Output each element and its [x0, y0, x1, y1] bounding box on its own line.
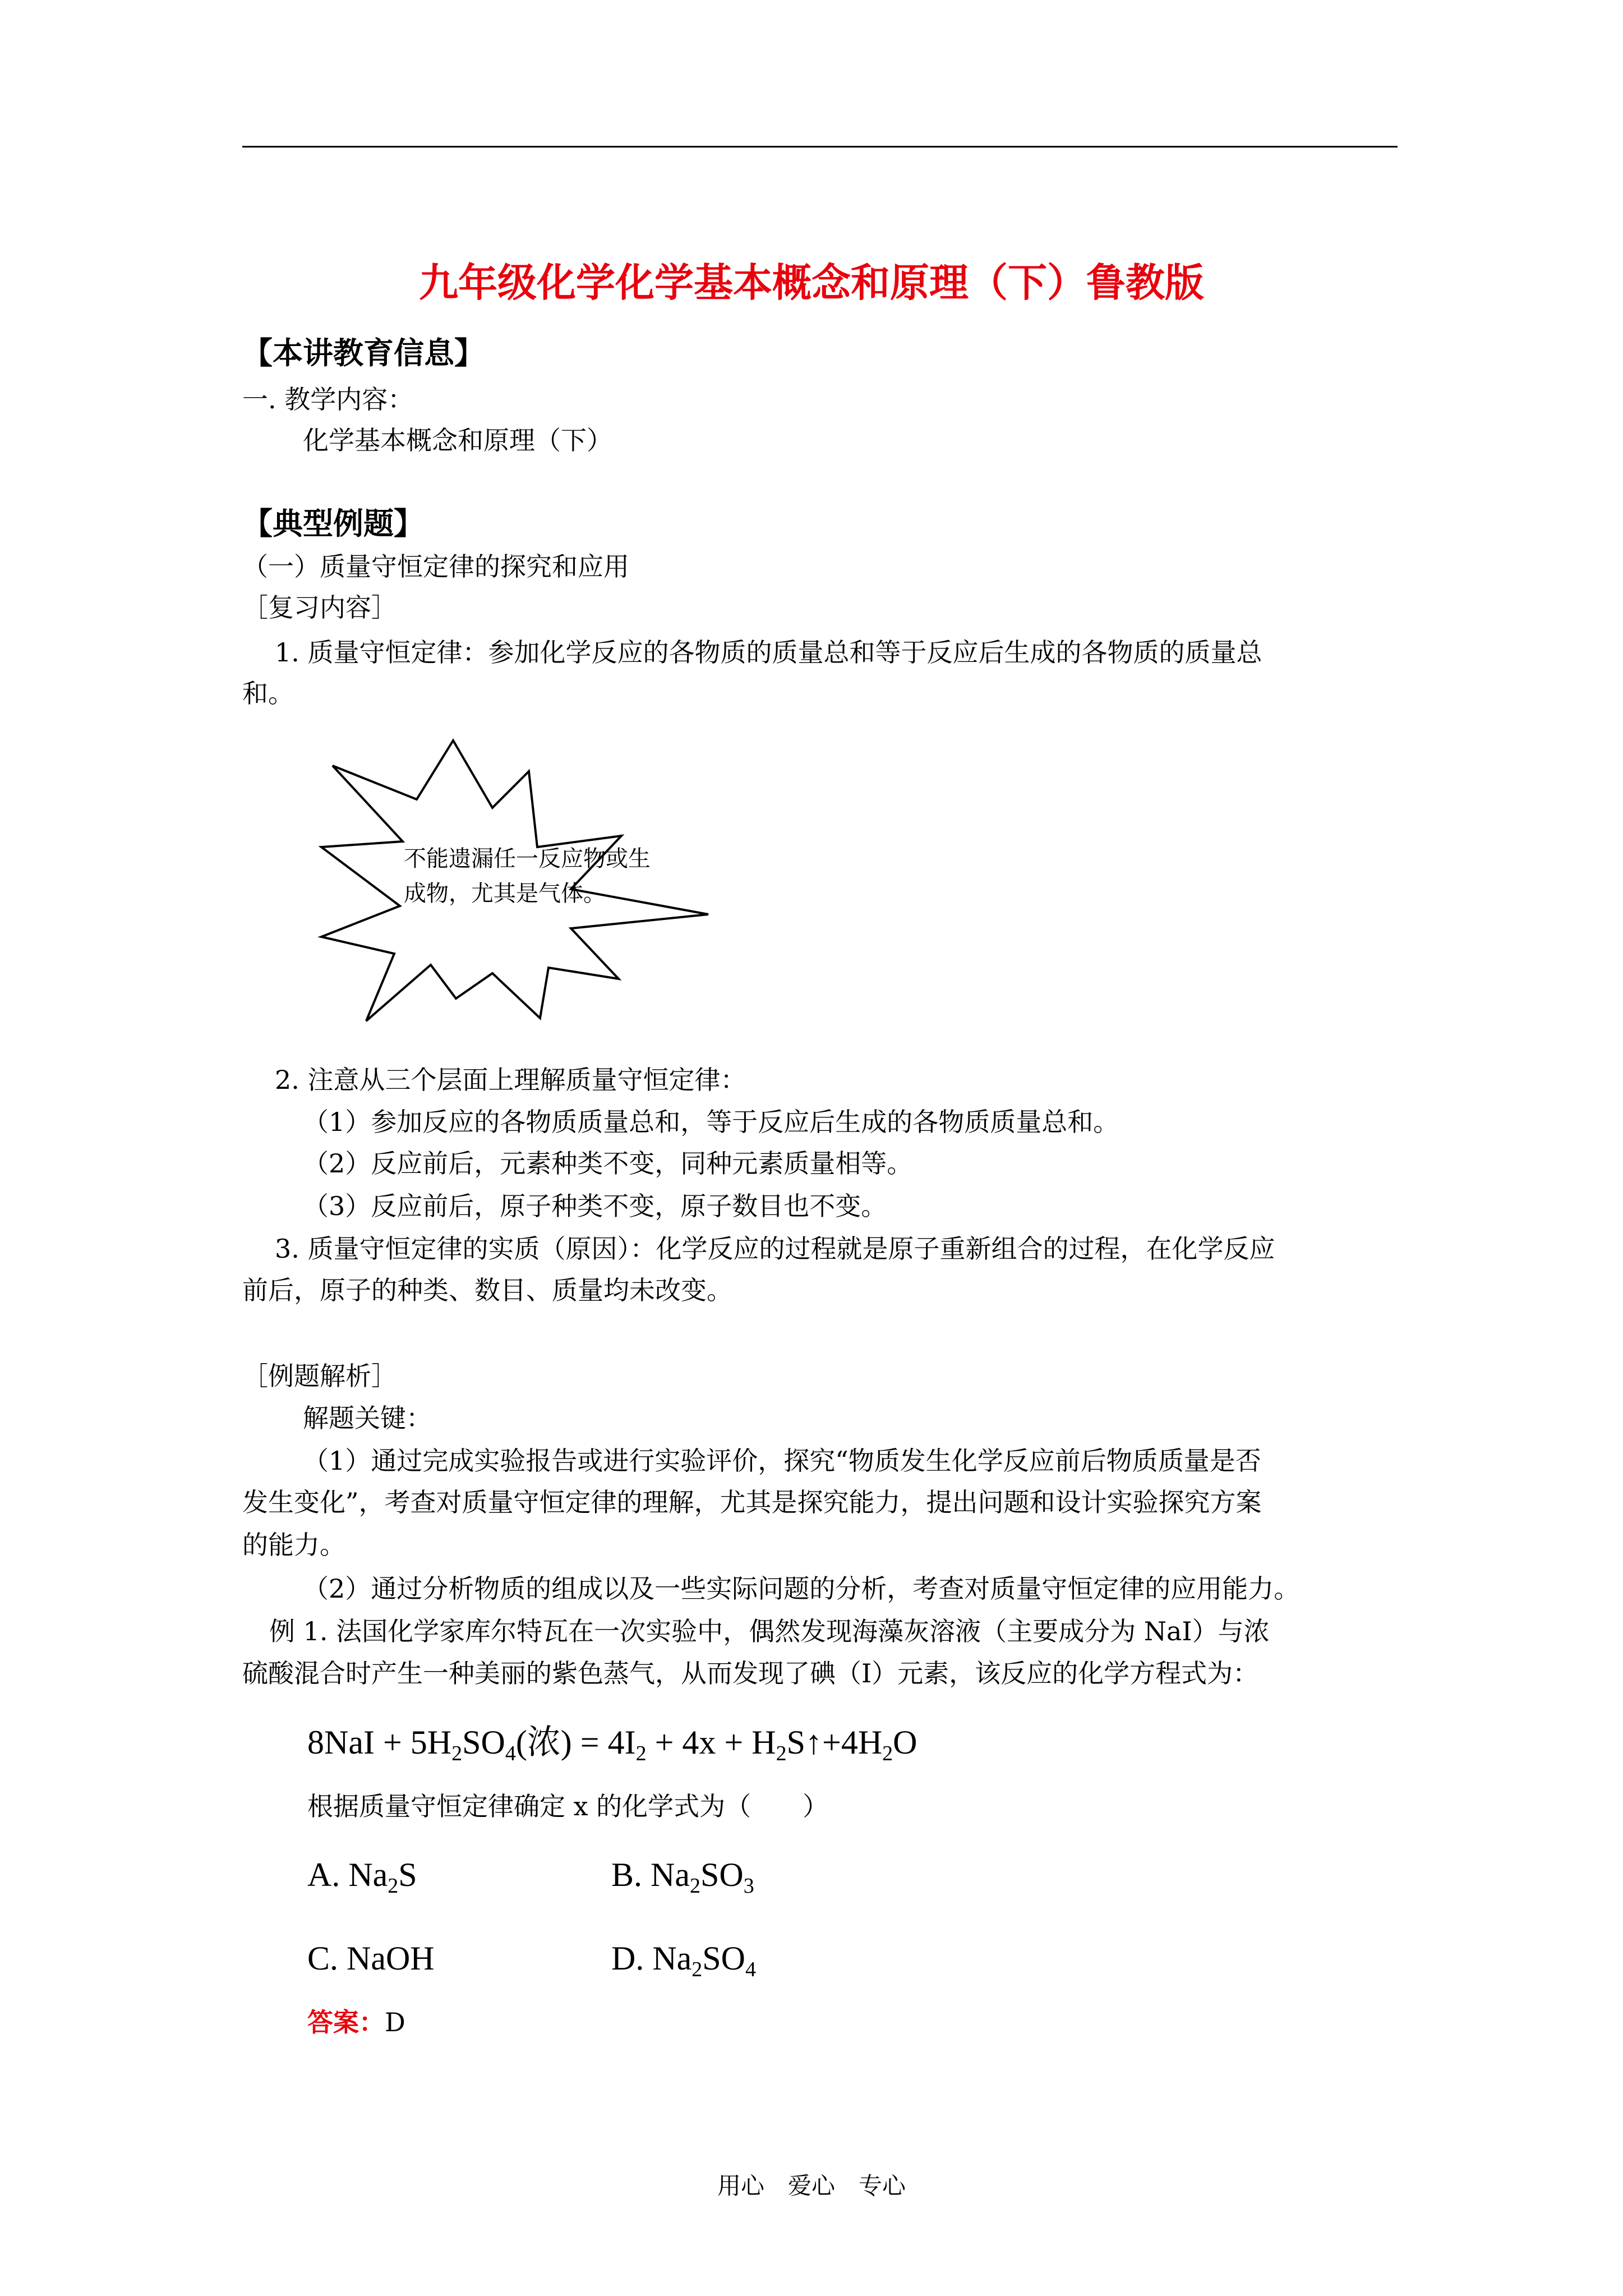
point-2-item-2: （2）反应前后，元素种类不变，同种元素质量相等。: [303, 1148, 913, 1179]
example-1-line-2: 硫酸混合时产生一种美丽的紫色蒸气，从而发现了碘（I）元素，该反应的化学方程式为：: [242, 1658, 1259, 1688]
key-1-line-2: 发生变化”，考查对质量守恒定律的理解，尤其是探究能力，提出问题和设计实验探究方案: [242, 1487, 1262, 1517]
header-rule: [242, 146, 1398, 148]
callout-text: [404, 841, 651, 911]
option-a: A. $Na_2S$: [307, 1856, 417, 1898]
example-1-line-1: 例 1. 法国化学家库尔特瓦在一次实验中，偶然发现海藻灰溶液（主要成分为 NaI）与浓: [269, 1616, 1270, 1646]
point-3-line-1: 3. 质量守恒定律的实质（原因）：化学反应的过程就是原子重新组合的过程，在化学反应: [275, 1234, 1275, 1264]
answer-label: 答案：: [307, 2007, 385, 2037]
option-c: C. NaOH: [307, 1940, 435, 1977]
review-label: ［复习内容］: [242, 592, 397, 623]
key-label: 解题关键：: [303, 1403, 432, 1433]
teaching-content-label: 一. 教学内容：: [242, 384, 414, 415]
teaching-content-value: 化学基本概念和原理（下）: [303, 425, 612, 455]
point-2-item-3: （3）反应前后，原子种类不变，原子数目也不变。: [303, 1191, 887, 1221]
option-b: B. $Na_2SO_3$: [611, 1856, 754, 1898]
key-2-line-1: （2）通过分析物质的组成以及一些实际问题的分析，考查对质量守恒定律的应用能力。: [303, 1573, 1300, 1604]
key-1-line-1: （1）通过完成实验报告或进行实验评价，探究“物质发生化学反应前后物质质量是否: [303, 1446, 1261, 1476]
key-1-line-3: 的能力。: [242, 1530, 345, 1560]
topic-heading: （一）质量守恒定律的探究和应用: [242, 551, 629, 582]
section-heading-examples: 【典型例题】: [242, 505, 424, 541]
page-footer: 用心 爱心 专心: [717, 2172, 906, 2200]
point-2-item-1: （1）参加反应的各物质质量总和，等于反应后生成的各物质质量总和。: [303, 1107, 1119, 1137]
question-text: 根据质量守恒定律确定 x 的化学式为（ ）: [307, 1791, 829, 1821]
chemical-equation: $8NaI + 5H_2SO_4$(浓) = $4I_2 + 4x$ + $H_2S↑+4H_2O$: [307, 1724, 917, 1765]
point-2-heading: 2. 注意从三个层面上理解质量守恒定律：: [275, 1065, 746, 1095]
analysis-label: ［例题解析］: [242, 1361, 397, 1391]
callout-line-2: 成物，尤其是气体。: [404, 881, 606, 907]
page-title: 九年级化学化学基本概念和原理（下）鲁教版: [419, 259, 1204, 306]
answer: [307, 2007, 405, 2038]
option-d: D. $Na_2SO_4$: [611, 1940, 756, 1981]
answer-value: D: [385, 2007, 405, 2037]
point-3-line-2: 前后，原子的种类、数目、质量均未改变。: [242, 1275, 732, 1305]
point-1-line-2: 和。: [242, 678, 294, 708]
callout-line-1: 不能遗漏任一反应物或生: [404, 846, 651, 872]
point-1-line-1: 1. 质量守恒定律：参加化学反应的各物质的质量总和等于反应后生成的各物质的质量总: [275, 637, 1262, 668]
section-heading-info: 【本讲教育信息】: [242, 335, 485, 371]
